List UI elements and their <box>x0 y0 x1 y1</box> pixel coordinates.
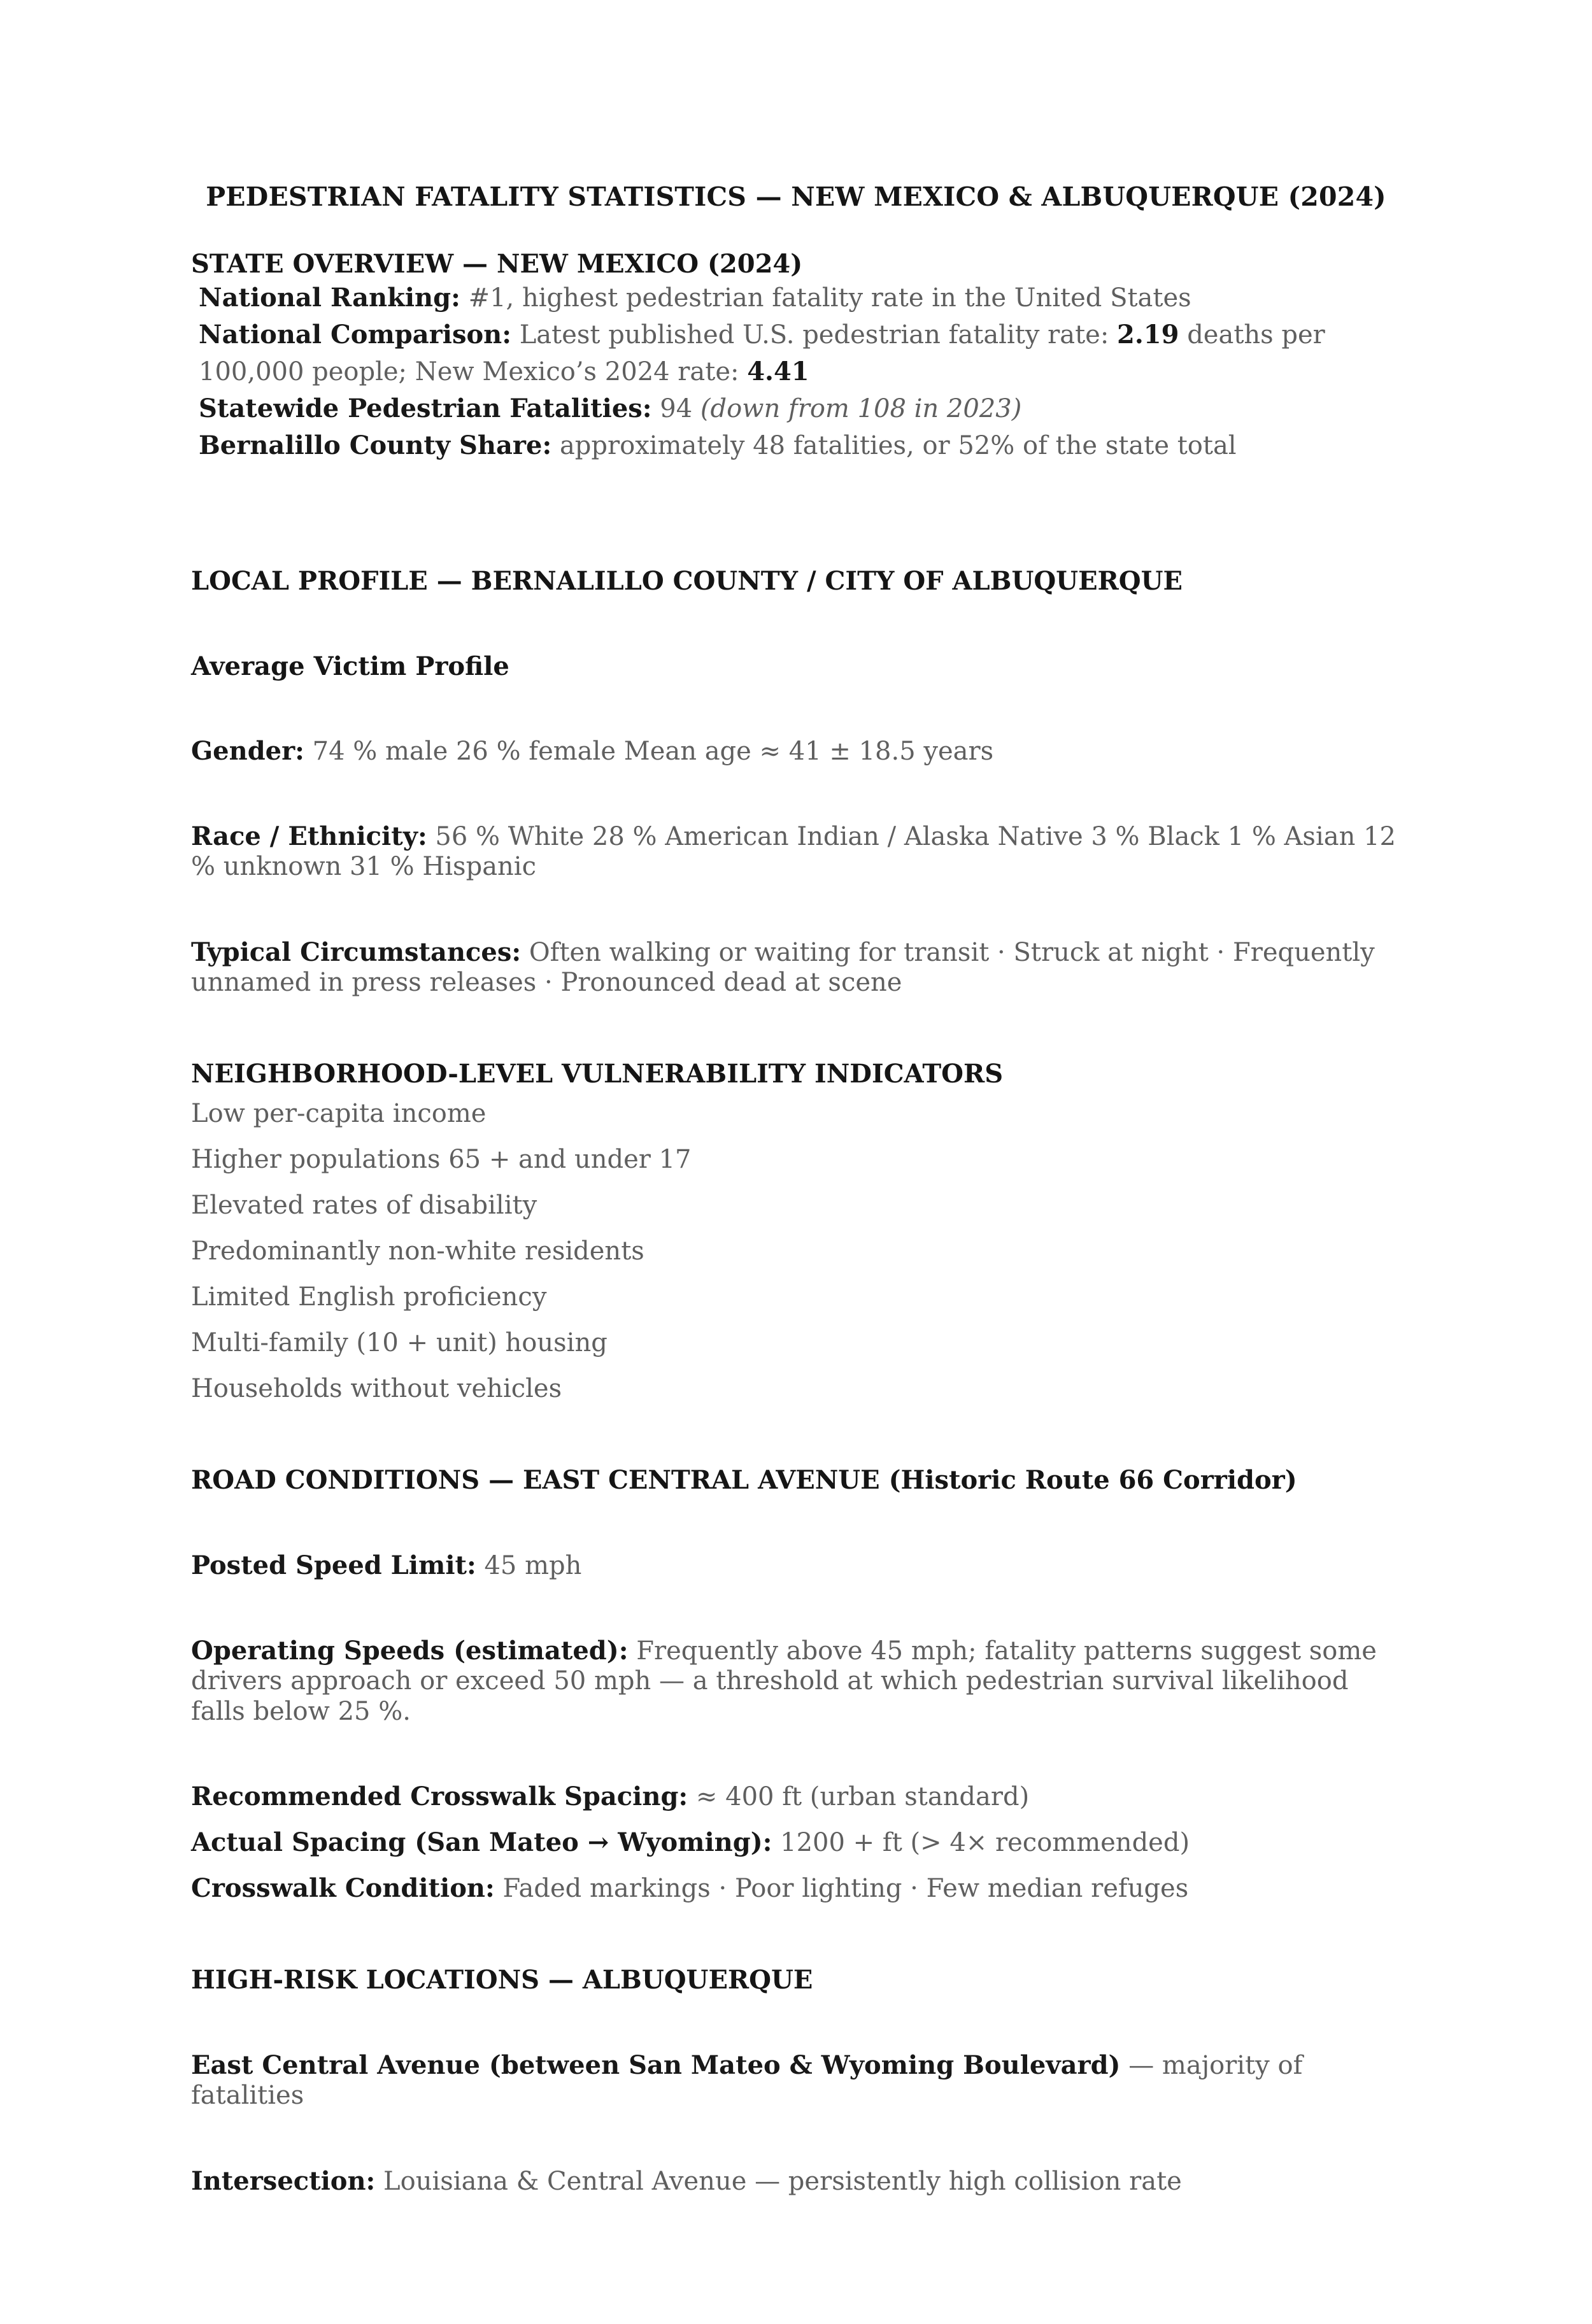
bernalillo-share-label: Bernalillo County Share: <box>199 430 552 460</box>
vulnerability-item: Predominantly non-white residents <box>191 1236 644 1266</box>
vulnerability-item: Limited English proficiency <box>191 1282 547 1312</box>
intersection-text: Louisiana & Central Avenue — persistently high collision rate <box>383 2166 1182 2196</box>
race-ethnicity-line <box>191 821 1401 882</box>
speed-limit-label: Posted Speed Limit: <box>191 1550 476 1580</box>
national-ranking-label: National Ranking: <box>199 283 460 313</box>
national-comparison-text2: deaths per 100,000 people; New Mexico’s 2024 rate: <box>199 320 1325 386</box>
crosswalk-condition-label: Crosswalk Condition: <box>191 1873 495 1904</box>
us-rate-value: 2.19 <box>1117 320 1179 350</box>
race-ethnicity-text: 56 % White 28 % American Indian / Alaska Native 3 % Black 1 % Asian 12 % unknown 31 % Hispanic <box>191 822 1396 882</box>
actual-spacing-text: 1200 + ft (> 4× recommended) <box>780 1827 1190 1857</box>
crosswalk-condition-text: Faded markings · Poor lighting · Few median refuges <box>502 1874 1189 1904</box>
typical-circumstances-text: Often walking or waiting for transit · Struck at night · Frequently unnamed in press releases · Pronounced dead at scene <box>191 937 1375 997</box>
gender-text: 74 % male 26 % female Mean age ≈ 41 ± 18.5 years <box>312 737 994 766</box>
crosswalk-condition-line <box>191 1873 1401 1904</box>
operating-speeds-text: Frequently above 45 mph; fatality patterns suggest some drivers approach or exceed 50 mph — a threshold at which pedestrian survival likelihood falls below 25 %. <box>191 1636 1377 1726</box>
statewide-fatalities-line <box>199 390 1401 427</box>
crosswalk-spacing-text: ≈ 400 ft (urban standard) <box>695 1782 1030 1811</box>
typical-circumstances-label: Typical Circumstances: <box>191 937 522 967</box>
national-comparison-line <box>199 316 1401 390</box>
page-title: PEDESTRIAN FATALITY STATISTICS — NEW MEXICO & ALBUQUERQUE (2024) <box>206 181 1386 212</box>
intersection-label: Intersection: <box>191 2165 376 2196</box>
speed-limit-line <box>191 1550 1401 1581</box>
vulnerability-item: Households without vehicles <box>191 1373 562 1403</box>
state-overview-block <box>191 280 1401 464</box>
race-ethnicity-label: Race / Ethnicity: <box>191 821 427 852</box>
corridor-text: — majority of fatalities <box>191 2051 1303 2111</box>
heading-high-risk: HIGH-RISK LOCATIONS — ALBUQUERQUE <box>191 1965 813 1995</box>
vulnerability-item: Multi-family (10 + unit) housing <box>191 1328 608 1357</box>
statewide-fatalities-value: 94 <box>660 394 693 423</box>
national-comparison-label: National Comparison: <box>199 320 511 350</box>
gender-label: Gender: <box>191 736 304 766</box>
heading-state-overview: STATE OVERVIEW — NEW MEXICO (2024) <box>191 249 803 279</box>
vulnerability-item: Higher populations 65 + and under 17 <box>191 1144 692 1174</box>
corridor-label: East Central Avenue (between San Mateo & Wyoming Boulevard) <box>191 2050 1121 2081</box>
bernalillo-share-text: approximately 48 fatalities, or 52% of the state total <box>559 431 1237 460</box>
national-ranking-line <box>199 280 1401 316</box>
nm-rate-value: 4.41 <box>747 357 809 386</box>
actual-spacing-label: Actual Spacing (San Mateo → Wyoming): <box>191 1827 772 1857</box>
crosswalk-spacing-label: Recommended Crosswalk Spacing: <box>191 1781 688 1811</box>
statewide-fatalities-label: Statewide Pedestrian Fatalities: <box>199 393 652 423</box>
intersection-line <box>191 2166 1401 2197</box>
subheading-victim-profile: Average Victim Profile <box>191 651 509 681</box>
statewide-fatalities-note: (down from 108 in 2023) <box>700 394 1022 423</box>
operating-speeds-label: Operating Speeds (estimated): <box>191 1636 629 1666</box>
heading-vulnerability: NEIGHBORHOOD-LEVEL VULNERABILITY INDICATORS <box>191 1058 1004 1089</box>
crosswalk-spacing-line <box>191 1782 1401 1812</box>
heading-local-profile: LOCAL PROFILE — BERNALILLO COUNTY / CITY OF ALBUQUERQUE <box>191 566 1183 596</box>
operating-speeds-line <box>191 1636 1401 1727</box>
vulnerability-item: Elevated rates of disability <box>191 1190 537 1220</box>
typical-circumstances-line <box>191 937 1401 998</box>
gender-line <box>191 736 1401 767</box>
bernalillo-share-line <box>199 427 1401 464</box>
vulnerability-item: Low per-capita income <box>191 1098 487 1128</box>
speed-limit-text: 45 mph <box>484 1550 582 1580</box>
national-ranking-text: #1, highest pedestrian fatality rate in the United States <box>468 283 1191 313</box>
national-comparison-text1: Latest published U.S. pedestrian fatality rate: <box>519 320 1109 350</box>
actual-spacing-line <box>191 1827 1401 1858</box>
heading-road-conditions: ROAD CONDITIONS — EAST CENTRAL AVENUE (Historic Route 66 Corridor) <box>191 1464 1297 1495</box>
